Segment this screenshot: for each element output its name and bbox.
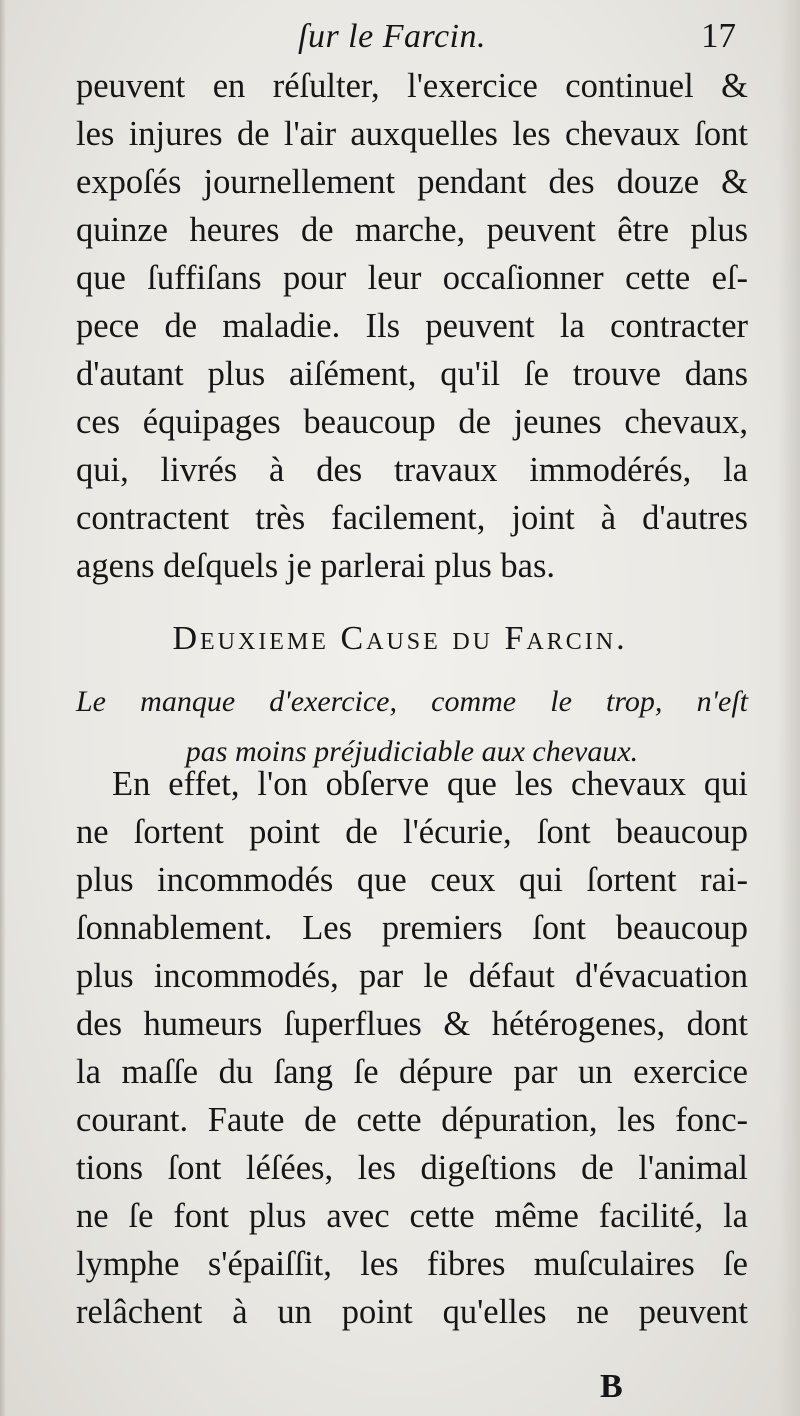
text-line: peuvent en réſulter, l'exercice continuel & bbox=[76, 67, 748, 105]
text-line: expoſés journellement pendant des douze & bbox=[76, 163, 748, 201]
signature-mark: B bbox=[600, 1368, 623, 1405]
text-line: plus incommodés que ceux qui ſortent rai- bbox=[76, 861, 748, 899]
text-line: relâchent à un point qu'elles ne peuvent bbox=[76, 1293, 748, 1331]
page-edge-shadow-right bbox=[778, 0, 800, 1416]
text-line: ſonnablement. Les premiers ſont beaucoup bbox=[76, 909, 748, 947]
text-line: lymphe s'épaiſſit, les fibres muſculaires ſe bbox=[76, 1245, 748, 1283]
text-line: courant. Faute de cette dépuration, les fonc- bbox=[76, 1101, 748, 1139]
text-line: contractent très facilement, joint à d'autres bbox=[76, 499, 748, 537]
section-heading: Deuxieme Cause du Farcin. bbox=[172, 620, 628, 657]
text-line: que ſuffiſans pour leur occaſionner cette eſ- bbox=[76, 259, 748, 297]
section-subtitle-line-2: pas moins préjudiciable aux chevaux. bbox=[185, 735, 639, 768]
paragraph-body bbox=[76, 760, 748, 1336]
text-line: ces équipages beaucoup de jeunes chevaux, bbox=[76, 403, 748, 441]
page-edge-shadow-left bbox=[0, 0, 6, 1416]
section-subtitle-line-1: Le manque d'exercice, comme le trop, n'eſt bbox=[76, 685, 748, 718]
text-line: En effet, l'on obſerve que les chevaux qui bbox=[112, 765, 748, 803]
text-line: ne ſortent point de l'écurie, ſont beaucoup bbox=[76, 813, 748, 851]
text-line: la maſſe du ſang ſe dépure par un exercice bbox=[76, 1053, 748, 1091]
text-line: plus incommodés, par le défaut d'évacuation bbox=[76, 957, 748, 995]
text-line: agens deſquels je parlerai plus bas. bbox=[76, 547, 556, 585]
text-line: des humeurs ſuperflues & hétérogenes, dont bbox=[76, 1005, 748, 1043]
paragraph-continued bbox=[76, 62, 748, 590]
text-line: pece de maladie. Ils peuvent la contracter bbox=[76, 307, 748, 345]
text-line: tions ſont léſées, les digeſtions de l'animal bbox=[76, 1149, 748, 1187]
text-line: quinze heures de marche, peuvent être plus bbox=[76, 211, 748, 249]
page-header bbox=[0, 14, 800, 62]
running-head: ſur le Farcin. bbox=[298, 18, 486, 55]
text-line: les injures de l'air auxquelles les chevaux ſont bbox=[76, 115, 748, 153]
text-line: qui, livrés à des travaux immodérés, la bbox=[76, 451, 748, 489]
text-line: ne ſe font plus avec cette même facilité, la bbox=[76, 1197, 748, 1235]
page-number: 17 bbox=[701, 16, 736, 55]
text-line: d'autant plus aiſément, qu'il ſe trouve dans bbox=[76, 355, 748, 393]
